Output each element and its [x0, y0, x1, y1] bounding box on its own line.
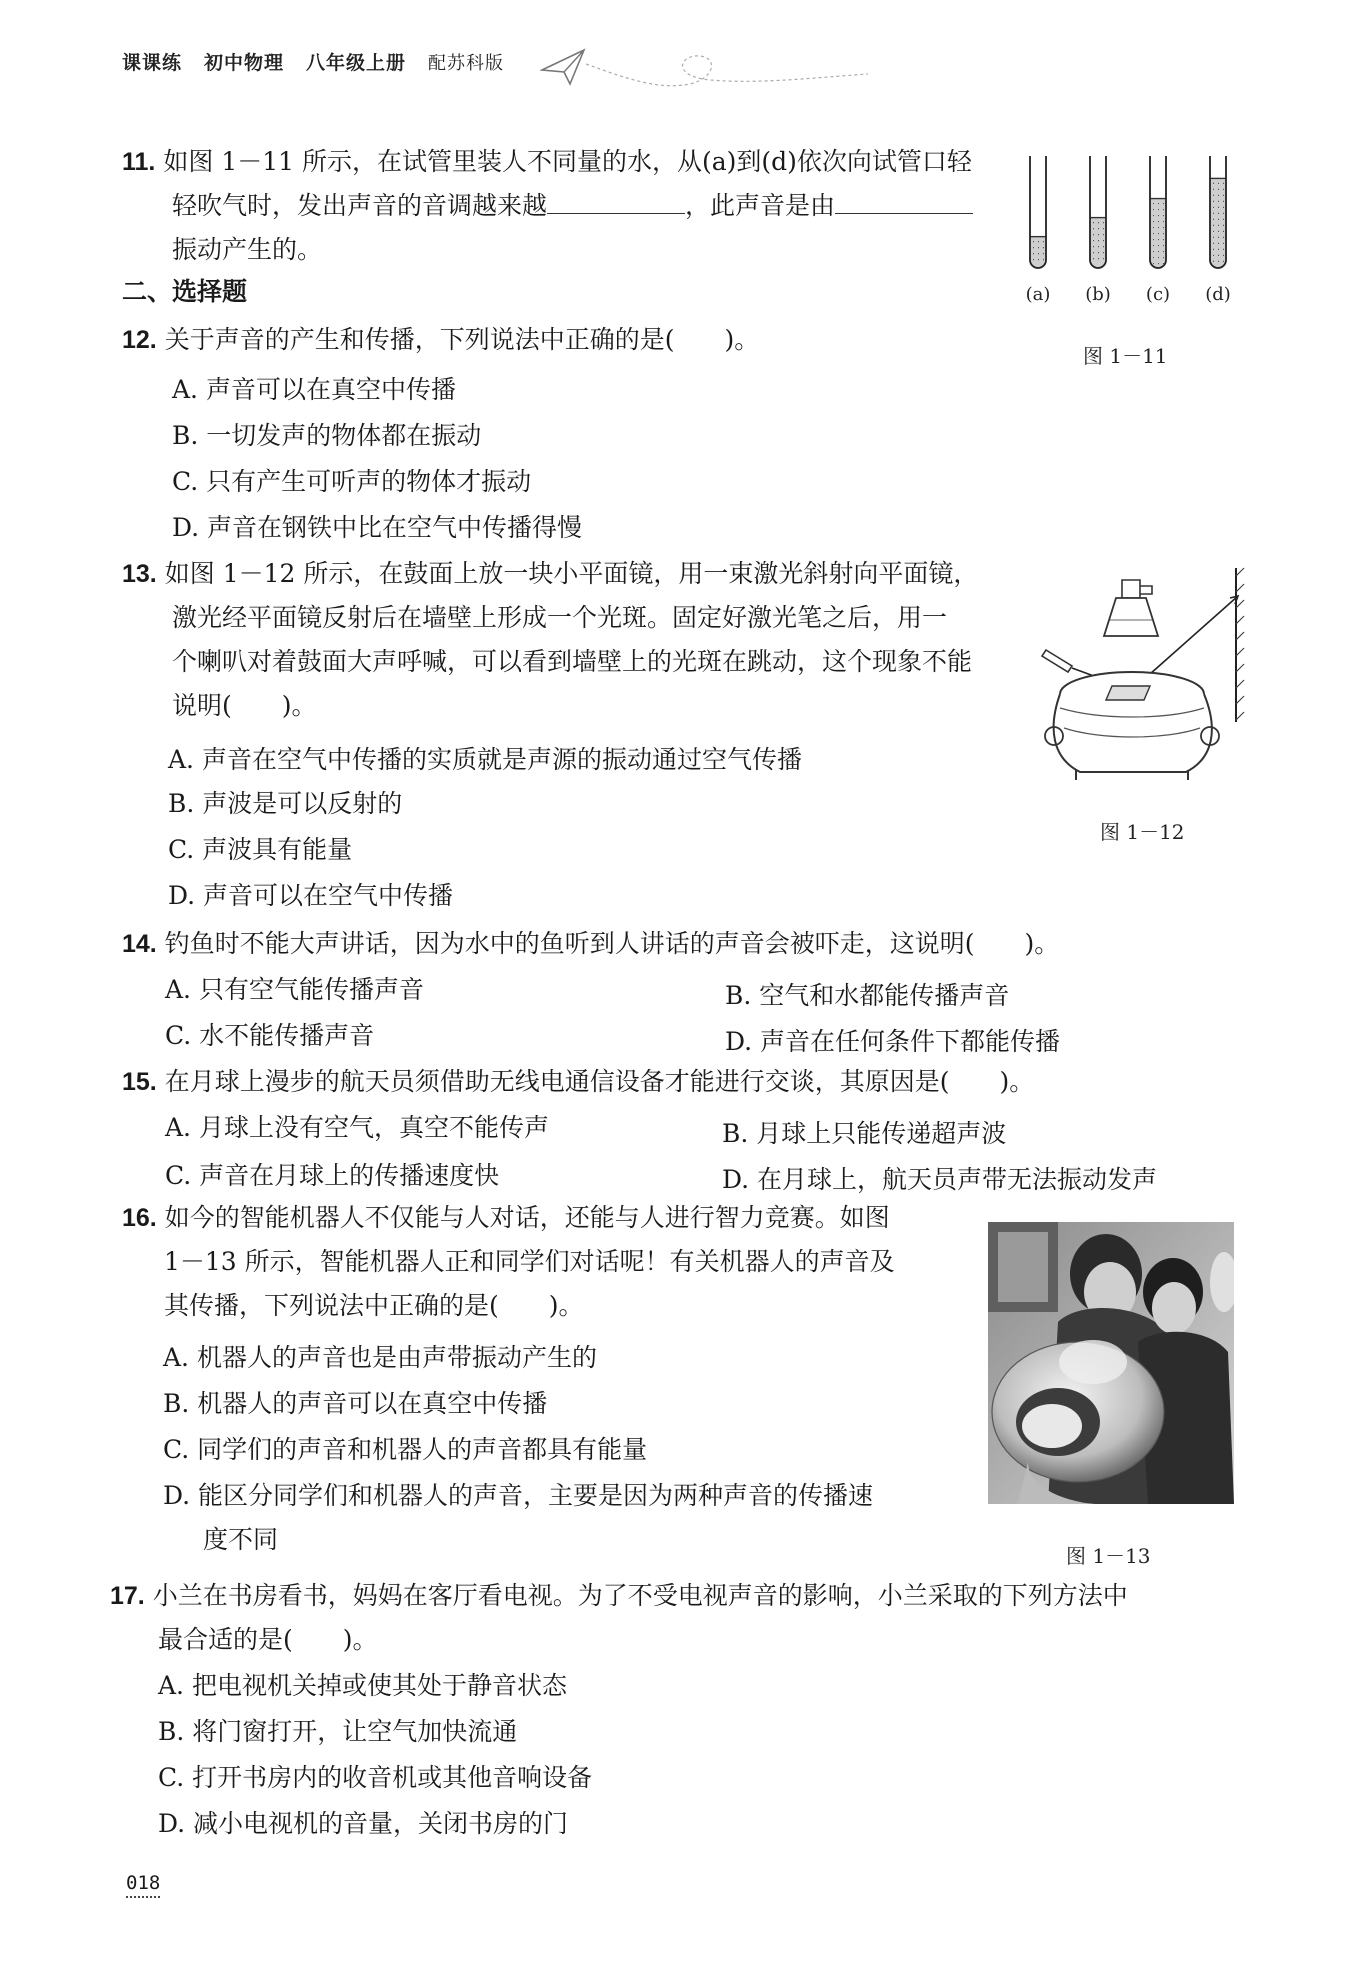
question-number: 11. [122, 148, 156, 176]
figure-caption: 图 1－11 [1083, 344, 1168, 368]
option-d[interactable]: D. 声音可以在空气中传播 [168, 881, 454, 910]
question-text: 说明( )。 [172, 691, 317, 720]
question-number: 16. [122, 1204, 157, 1232]
option-d-continued: 度不同 [203, 1525, 279, 1554]
option-c[interactable]: C. 水不能传播声音 [165, 1021, 375, 1050]
question-number: 15. [122, 1068, 157, 1096]
section-title: 二、选择题 [122, 277, 248, 306]
question-text: ，此声音是由 [685, 191, 836, 220]
test-tube-1 [1026, 156, 1051, 305]
option-d[interactable]: D. 在月球上，航天员声带无法振动发声 [722, 1165, 1158, 1194]
option-b[interactable]: B. 一切发声的物体都在振动 [172, 421, 482, 450]
option-a[interactable]: A. 机器人的声音也是由声带振动产生的 [163, 1343, 597, 1372]
test-tube-4 [1205, 156, 1231, 305]
water-level [1090, 218, 1106, 268]
option-b[interactable]: B. 月球上只能传递超声波 [722, 1119, 1007, 1148]
option-b[interactable]: B. 空气和水都能传播声音 [725, 981, 1010, 1010]
option-a[interactable]: A. 声音可以在真空中传播 [172, 375, 456, 404]
figure-caption: 图 1－12 [1100, 820, 1185, 844]
question-17 [110, 1574, 1128, 1662]
header-series: 课课练 [122, 52, 183, 74]
option-c[interactable]: C. 只有产生可听声的物体才振动 [172, 467, 532, 496]
horn-icon [1104, 580, 1158, 636]
option-d[interactable]: D. 能区分同学们和机器人的声音，主要是因为两种声音的传播速 [163, 1481, 874, 1510]
page-header [122, 48, 504, 75]
figure-1-13-robot-photo [988, 1222, 1234, 1504]
question-text: 最合适的是( )。 [158, 1625, 378, 1654]
paper-plane-icon [540, 40, 870, 100]
question-text: 振动产生的。 [172, 235, 323, 264]
wall-icon [1236, 568, 1244, 722]
figure-1-11-test-tubes [1020, 150, 1260, 310]
option-a[interactable]: A. 把电视机关掉或使其处于静音状态 [158, 1671, 567, 1700]
question-text: 在月球上漫步的航天员须借助无线电通信设备才能进行交谈，其原因是( )。 [164, 1067, 1035, 1096]
question-text: 如图 1－11 所示，在试管里装人不同量的水，从(a)到(d)依次向试管口轻 [163, 147, 972, 176]
test-tube-2 [1085, 156, 1111, 305]
laser-pen-icon [1042, 650, 1072, 672]
tube-label: (a) [1025, 284, 1051, 305]
option-c[interactable]: C. 声波具有能量 [168, 835, 353, 864]
option-c[interactable]: C. 打开书房内的收音机或其他音响设备 [158, 1763, 593, 1792]
figure-1-12-drum-laser [1040, 558, 1245, 783]
answer-blank[interactable] [835, 187, 973, 214]
option-b[interactable]: B. 机器人的声音可以在真空中传播 [163, 1389, 548, 1418]
page-number: 018 [126, 1872, 160, 1898]
option-c[interactable]: C. 同学们的声音和机器人的声音都具有能量 [163, 1435, 648, 1464]
header-edition: 配苏科版 [428, 53, 505, 74]
question-text: 轻吹气时，发出声音的音调越来越 [172, 191, 548, 220]
question-text: 关于声音的产生和传播，下列说法中正确的是( )。 [164, 325, 760, 354]
question-text: 如今的智能机器人不仅能与人对话，还能与人进行智力竞赛。如图 [164, 1203, 890, 1232]
question-text: 小兰在书房看书，妈妈在客厅看电视。为了不受电视声音的影响，小兰采取的下列方法中 [152, 1581, 1128, 1610]
option-d[interactable]: D. 减小电视机的音量，关闭书房的门 [158, 1809, 569, 1838]
answer-blank[interactable] [547, 187, 685, 214]
question-11 [122, 140, 973, 272]
tube-label: (d) [1205, 284, 1231, 305]
header-subject: 初中物理 [204, 52, 285, 74]
option-b[interactable]: B. 将门窗打开，让空气加快流通 [158, 1717, 518, 1746]
question-text: 激光经平面镜反射后在墙壁上形成一个光斑。固定好激光笔之后，用一 [172, 603, 948, 632]
water-level [1210, 178, 1226, 268]
question-text: 钓鱼时不能大声讲话，因为水中的鱼听到人讲话的声音会被吓走，这说明( )。 [164, 929, 1060, 958]
option-d[interactable]: D. 声音在任何条件下都能传播 [725, 1027, 1061, 1056]
question-16 [122, 1196, 895, 1328]
question-number: 12. [122, 326, 157, 354]
question-number: 17. [110, 1582, 145, 1610]
question-number: 13. [122, 560, 157, 588]
tube-label: (b) [1085, 284, 1111, 305]
tube-label: (c) [1145, 284, 1171, 305]
question-13 [122, 552, 978, 728]
question-text: 个喇叭对着鼓面大声呼喊，可以看到墙壁上的光斑在跳动，这个现象不能 [172, 647, 973, 676]
question-number: 14. [122, 930, 157, 958]
question-14 [122, 922, 1059, 966]
question-text: 其传播，下列说法中正确的是( )。 [164, 1291, 584, 1320]
question-15 [122, 1060, 1034, 1104]
header-grade: 八年级上册 [306, 52, 407, 74]
option-d[interactable]: D. 声音在钢铁中比在空气中传播得慢 [172, 513, 583, 542]
option-b[interactable]: B. 声波是可以反射的 [168, 789, 403, 818]
option-a[interactable]: A. 声音在空气中传播的实质就是声源的振动通过空气传播 [168, 745, 802, 774]
option-a[interactable]: A. 只有空气能传播声音 [165, 975, 424, 1004]
question-text: 如图 1－12 所示，在鼓面上放一块小平面镜，用一束激光斜射向平面镜， [164, 559, 979, 588]
option-a[interactable]: A. 月球上没有空气，真空不能传声 [165, 1113, 549, 1142]
option-c[interactable]: C. 声音在月球上的传播速度快 [165, 1161, 500, 1190]
test-tube-3 [1146, 156, 1170, 305]
figure-caption: 图 1－13 [1066, 1544, 1151, 1568]
question-text: 1－13 所示，智能机器人正和同学们对话呢！有关机器人的声音及 [164, 1247, 895, 1276]
question-12 [122, 318, 759, 362]
